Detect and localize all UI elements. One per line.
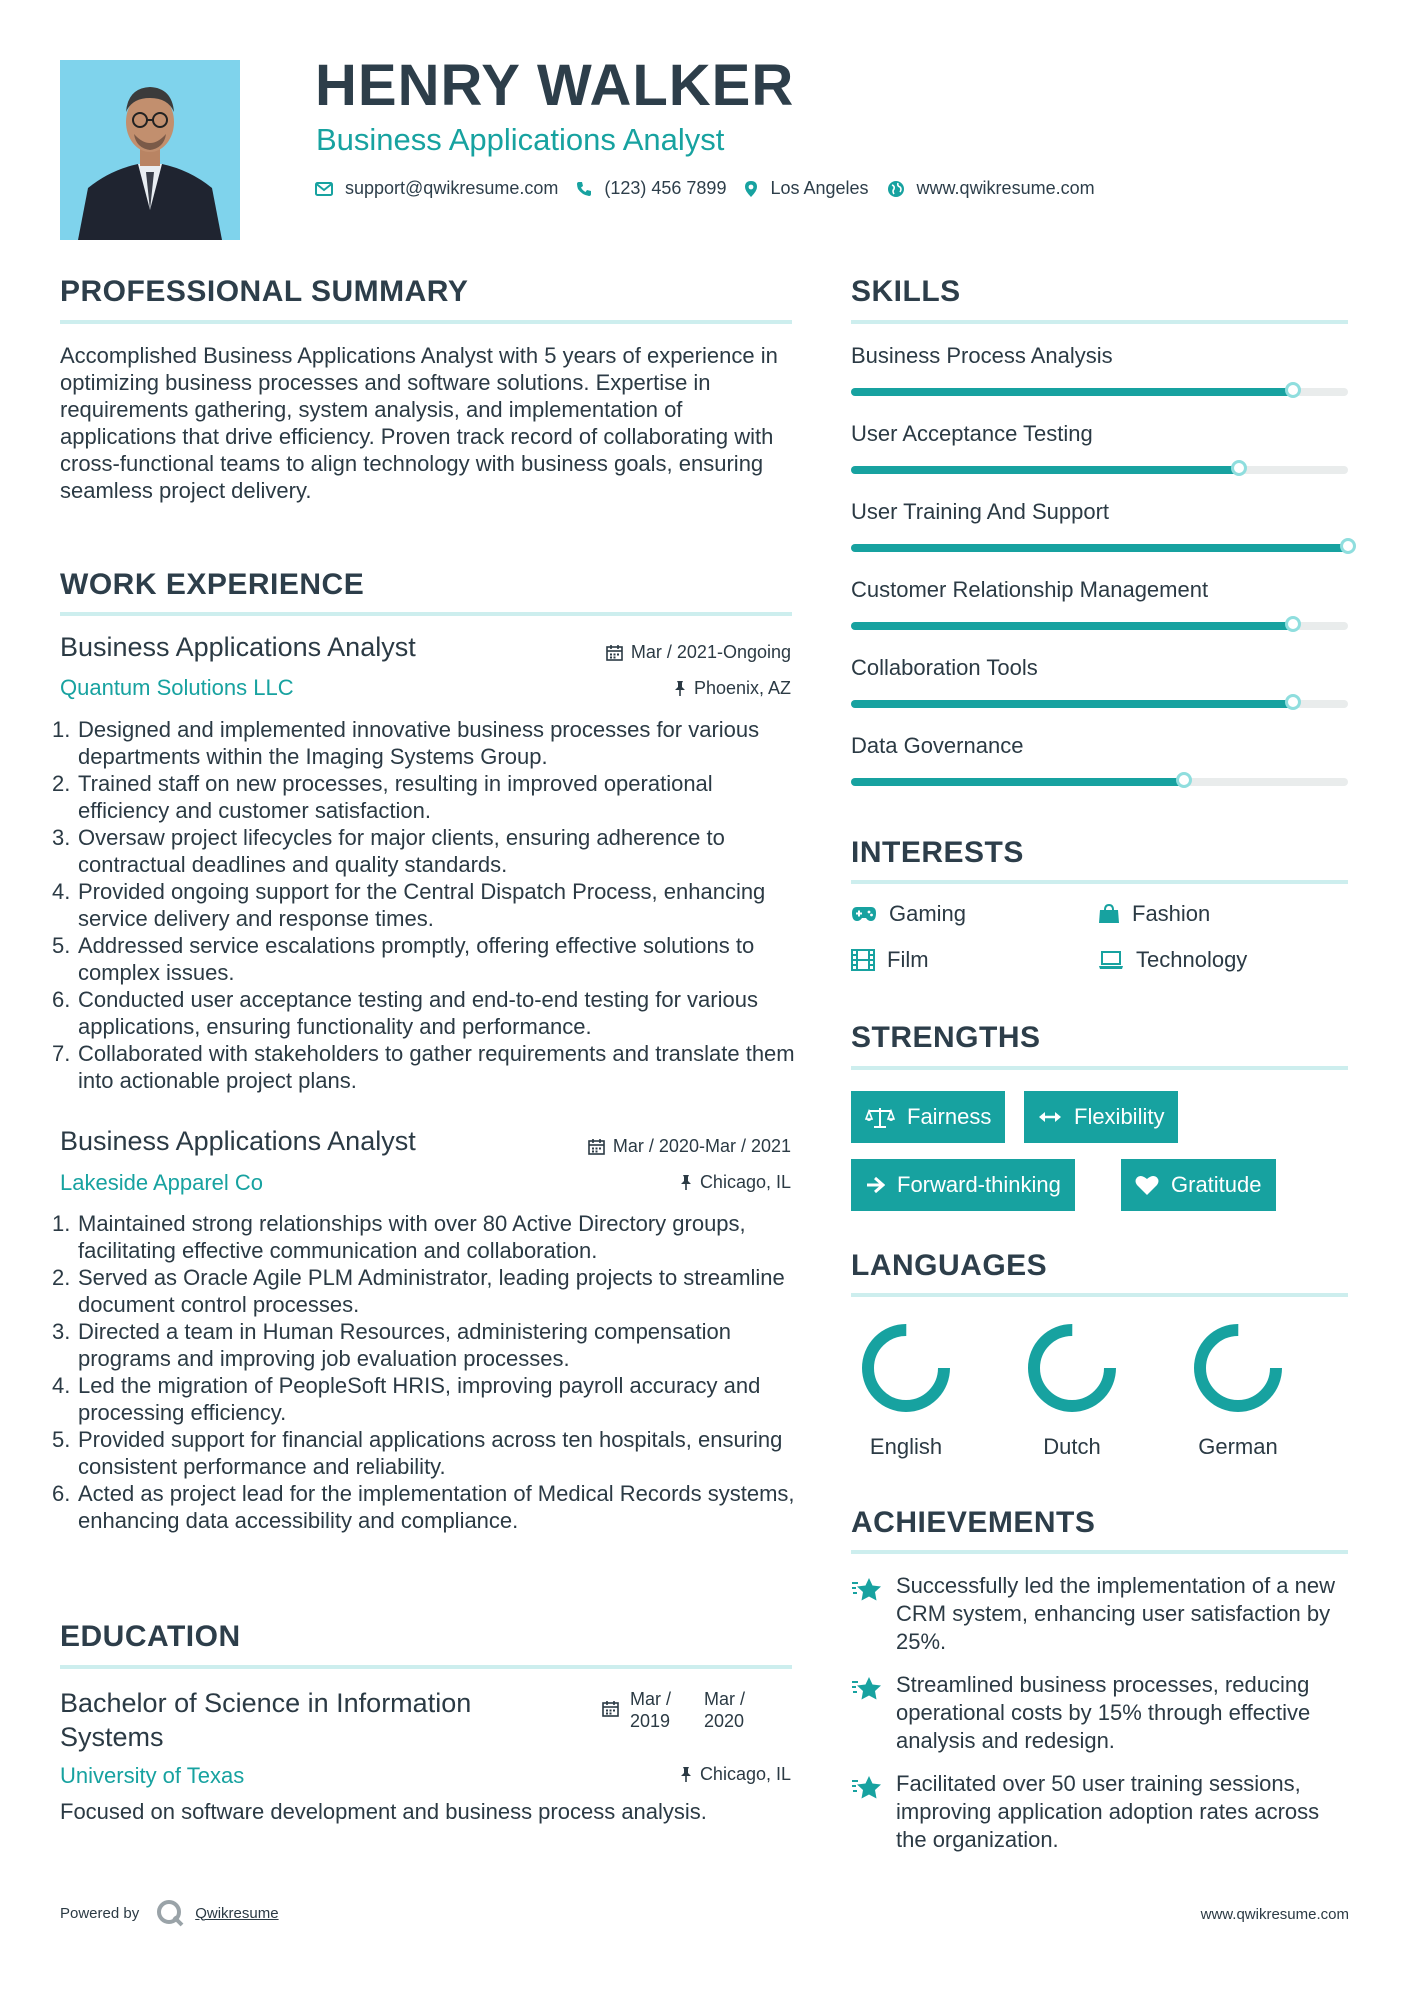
calendar-icon [602, 1700, 619, 1722]
strength-gratitude [1121, 1159, 1276, 1211]
strengths-divider [851, 1066, 1348, 1070]
profile-photo [60, 60, 240, 240]
job-location-text: Chicago, IL [699, 1172, 791, 1192]
skill-bar-track [851, 544, 1348, 552]
duty-item: 4. Provided ongoing support for the Central Dispatch Process, enhancing service delivery and response times. [52, 879, 766, 931]
skill-bar-fill [851, 622, 1293, 630]
pushpin-icon [680, 1174, 692, 1191]
skill-label: User Acceptance Testing [851, 421, 1093, 446]
contact-website[interactable] [887, 178, 1095, 199]
interest-label: Fashion [1132, 901, 1211, 926]
duty-item: 1. Designed and implemented innovative business processes for various departments within the Imaging Systems Group. [52, 717, 760, 769]
job-title: Business Applications Analyst [60, 632, 416, 662]
qwikresume-link[interactable]: Qwikresume [195, 1904, 279, 1922]
experience-divider [60, 612, 792, 616]
language-label: German [1198, 1434, 1278, 1459]
skill-label: Customer Relationship Management [851, 577, 1209, 602]
interest-fashion [1098, 901, 1210, 927]
interests-divider [851, 880, 1348, 884]
duty-list [52, 1210, 796, 1534]
strength-forward-thinking [851, 1159, 1075, 1211]
duty-item: 4. Led the migration of PeopleSoft HRIS, improving payroll accuracy and processing efficiency. [52, 1373, 761, 1425]
job-dates-text: Mar / 2020-Mar / 2021 [612, 1136, 791, 1156]
achievements-divider [851, 1550, 1348, 1554]
achievement-item: Streamlined business processes, reducing operational costs by 15% through effective analysis and redesign. [896, 1672, 1311, 1753]
skill-bar-knob [1285, 694, 1301, 710]
duty-item: 3. Oversaw project lifecycles for major clients, ensuring adherence to contractual deadlines and quality standards. [52, 825, 725, 877]
strength-flexibility [1024, 1091, 1178, 1143]
website-text: www.qwikresume.com [916, 178, 1095, 198]
skill-bar-knob [1231, 460, 1247, 476]
education-location-text: Chicago, IL [699, 1764, 791, 1784]
languages-divider [851, 1293, 1348, 1297]
achievement-item: Facilitated over 50 user training sessions, improving application adoption rates across the organization. [896, 1771, 1320, 1852]
interest-technology [1098, 947, 1247, 973]
degree-title: Bachelor of Science in Information Systems [60, 1688, 472, 1752]
job-dates [588, 1136, 791, 1157]
interest-label: Film [887, 947, 929, 972]
contact-location [744, 178, 868, 199]
candidate-title: Business Applications Analyst [316, 122, 725, 157]
summary-text: Accomplished Business Applications Analyst with 5 years of experience in optimizing business processes and software solutions. Expertise in requirements gathering, system analysis, and implementation of applications that drive efficiency. Proven track record of collaborating with cross-functional teams to align technology with business goals, ensuring seamless project delivery. [60, 343, 778, 503]
skill-bar-fill [851, 700, 1293, 708]
skill-bar-fill [851, 388, 1293, 396]
skills-divider [851, 320, 1348, 324]
skill-bar-track [851, 622, 1348, 630]
education-end-date: Mar / 2020 [704, 1689, 746, 1731]
duty-list [52, 716, 796, 1094]
company-name: Lakeside Apparel Co [60, 1170, 264, 1195]
company-name: Quantum Solutions LLC [60, 675, 294, 700]
powered-by-text: Powered by [60, 1904, 140, 1922]
interests-heading: INTERESTS [851, 836, 1024, 869]
skill-label: Data Governance [851, 733, 1024, 758]
experience-heading: WORK EXPERIENCE [60, 568, 365, 601]
job-dates [606, 642, 791, 663]
strength-fairness [851, 1091, 1005, 1143]
strength-label: Gratitude [1171, 1172, 1262, 1197]
candidate-name: HENRY WALKER [315, 53, 795, 118]
duty-item: 1. Maintained strong relationships with over 80 Active Directory groups, facilitating effective communication and collaboration. [52, 1211, 746, 1263]
laptop-icon [1098, 950, 1124, 970]
duty-item: 5. Provided support for financial applications across ten hospitals, ensuring consistent performance and reliability. [52, 1427, 783, 1479]
duty-item: 5. Addressed service escalations promptly, offering effective solutions to complex issues. [52, 933, 755, 985]
job-location [680, 1172, 791, 1193]
skill-bar-knob [1340, 538, 1356, 554]
skill-bar-track [851, 466, 1348, 474]
interest-label: Technology [1136, 947, 1248, 972]
summary-heading: PROFESSIONAL SUMMARY [60, 275, 469, 308]
skill-bar-track [851, 700, 1348, 708]
language-ring [860, 1322, 952, 1414]
heart-icon [1135, 1174, 1159, 1196]
footer-website[interactable]: www.qwikresume.com [1200, 1906, 1349, 1923]
education-location [680, 1764, 791, 1785]
contact-phone[interactable] [576, 178, 726, 199]
skill-bar-knob [1285, 616, 1301, 632]
language-label: English [869, 1434, 943, 1459]
education-heading: EDUCATION [60, 1620, 241, 1653]
qwikresume-logo-icon [155, 1898, 185, 1928]
skills-heading: SKILLS [851, 275, 961, 308]
arrow-right-icon [865, 1176, 885, 1194]
shopping-bag-icon [1098, 903, 1120, 925]
email-text: support@qwikresume.com [345, 178, 559, 198]
footer-powered-by [60, 1898, 279, 1928]
education-divider [60, 1665, 792, 1669]
language-label: Dutch [1043, 1434, 1101, 1459]
contact-email[interactable] [315, 178, 558, 199]
map-pin-icon [744, 180, 758, 198]
duty-item: 6. Acted as project lead for the implementation of Medical Records systems, enhancing data accessibility and compliance. [52, 1481, 795, 1533]
language-ring [1192, 1322, 1284, 1414]
skill-label: Business Process Analysis [851, 343, 1113, 368]
gamepad-icon [851, 905, 877, 923]
skill-bar-track [851, 778, 1348, 786]
strength-label: Fairness [907, 1104, 992, 1129]
skill-bar-fill [851, 466, 1239, 474]
strength-label: Forward-thinking [897, 1172, 1061, 1197]
job-dates-text: Mar / 2021-Ongoing [630, 642, 791, 662]
pushpin-icon [674, 680, 686, 697]
star-badge-icon [851, 1676, 883, 1707]
languages-heading: LANGUAGES [851, 1249, 1048, 1282]
film-icon [851, 949, 875, 971]
star-badge-icon [851, 1775, 883, 1806]
duty-item: 2. Trained staff on new processes, resulting in improved operational efficiency and customer satisfaction. [52, 771, 713, 823]
job-title: Business Applications Analyst [60, 1126, 416, 1156]
duty-item: 7. Collaborated with stakeholders to gather requirements and translate them into actionable project plans. [52, 1041, 795, 1093]
language-ring [1026, 1322, 1118, 1414]
balance-scale-icon [865, 1106, 895, 1128]
duty-item: 3. Directed a team in Human Resources, administering compensation programs and improving job evaluation processes. [52, 1319, 731, 1371]
arrows-horizontal-icon [1038, 1110, 1062, 1124]
pushpin-icon [680, 1766, 692, 1783]
job-location [674, 678, 791, 699]
school-name: University of Texas [60, 1763, 245, 1788]
achievement-item: Successfully led the implementation of a new CRM system, enhancing user satisfaction by 25%. [896, 1573, 1336, 1654]
skill-label: User Training And Support [851, 499, 1110, 524]
contact-bar [315, 178, 1113, 199]
skill-bar-fill [851, 778, 1184, 786]
phone-text: (123) 456 7899 [604, 178, 727, 198]
calendar-icon [588, 1138, 605, 1155]
duty-item: 2. Served as Oracle Agile PLM Administrator, leading projects to streamline document control processes. [52, 1265, 785, 1317]
skill-bar-fill [851, 544, 1348, 552]
interest-label: Gaming [889, 901, 967, 926]
calendar-icon [606, 644, 623, 661]
job-location-text: Phoenix, AZ [693, 678, 791, 698]
interest-gaming [851, 901, 966, 927]
strengths-heading: STRENGTHS [851, 1021, 1041, 1054]
skill-bar-knob [1285, 382, 1301, 398]
star-badge-icon [851, 1577, 883, 1608]
achievements-heading: ACHIEVEMENTS [851, 1506, 1096, 1539]
location-text: Los Angeles [770, 178, 869, 198]
envelope-icon [315, 182, 333, 196]
interest-film [851, 947, 929, 973]
skill-bar-knob [1176, 772, 1192, 788]
globe-icon [887, 180, 905, 198]
strength-label: Flexibility [1074, 1104, 1165, 1129]
phone-icon [576, 181, 592, 197]
education-start-date: Mar / 2019 [630, 1689, 672, 1731]
duty-item: 6. Conducted user acceptance testing and end-to-end testing for various applications, ensuring functionality and performance. [52, 987, 758, 1039]
education-description: Focused on software development and business process analysis. [60, 1799, 707, 1824]
summary-divider [60, 320, 792, 324]
skill-label: Collaboration Tools [851, 655, 1038, 680]
skill-bar-track [851, 388, 1348, 396]
